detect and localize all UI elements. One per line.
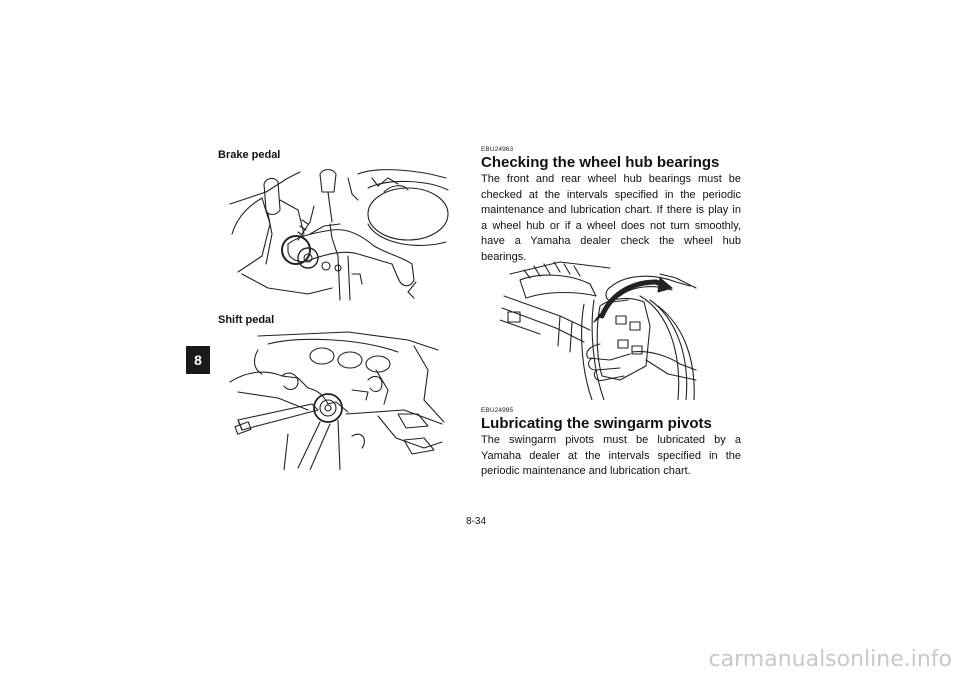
section-body-wheel-hub-bearings: The front and rear wheel hub bearings must be checked at the intervals specified in the periodic maintenance and lubrication chart. If there is play in a wheel hub or if a wheel does not turn smoothly, have a Yamaha dealer check the wheel hub bearings. — [481, 173, 741, 263]
brake-pedal-caption: Brake pedal — [218, 149, 281, 161]
page-number: 8-34 — [466, 516, 487, 527]
section-body-swingarm-pivots: The swingarm pivots must be lubricated by a Yamaha dealer at the intervals specified in the periodic maintenance and lubrication chart. — [481, 434, 741, 478]
shift-pedal-caption: Shift pedal — [218, 314, 275, 326]
brake-pedal-illustration — [228, 164, 450, 304]
section-heading-wheel-hub-bearings: Checking the wheel hub bearings — [481, 154, 720, 171]
chapter-tab: 8 — [186, 346, 210, 374]
wheel-hub-check-illustration — [500, 256, 700, 400]
shift-pedal-illustration — [228, 330, 450, 470]
section-code: EBU24963 — [481, 146, 514, 153]
section-code: EBU24995 — [481, 407, 514, 414]
watermark: carmanualsonline.info — [708, 647, 952, 672]
section-heading-swingarm-pivots: Lubricating the swingarm pivots — [481, 415, 712, 432]
